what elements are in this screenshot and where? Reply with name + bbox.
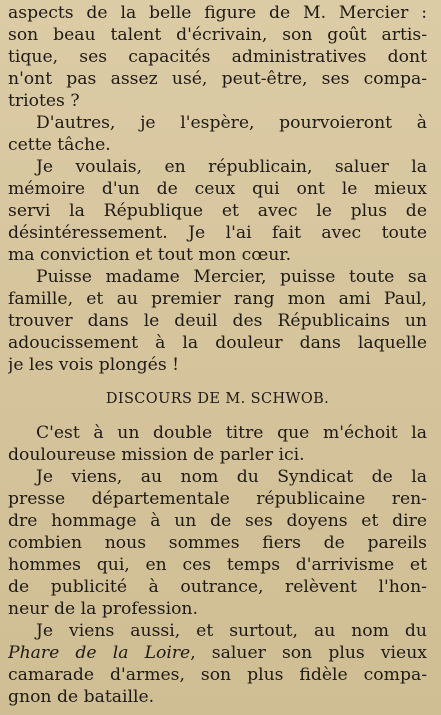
- paragraph-6: [8, 466, 427, 620]
- newspaper-name: Phare de la Loire: [8, 643, 191, 663]
- text-line: de publicité à outrance, relèvent l'hon-: [8, 577, 427, 597]
- spacer: [8, 376, 427, 388]
- paragraph-3: [8, 156, 427, 266]
- text-line: cette tâche.: [8, 135, 111, 155]
- text-line: neur de la profession.: [8, 599, 198, 619]
- spacer: [8, 410, 427, 422]
- text-line: ma conviction et tout mon cœur.: [8, 245, 292, 265]
- paragraph-4: [8, 266, 427, 376]
- text-line: dre hommage à un de ses doyens et dire: [8, 511, 427, 531]
- text-line: adoucissement à la douleur dans laquelle: [8, 333, 427, 353]
- text-line: D'autres, je l'espère, pourvoieront à: [36, 113, 427, 133]
- text-line: servi la République et avec le plus de: [8, 201, 427, 221]
- text-line: gnon de bataille.: [8, 687, 155, 707]
- text-line: C'est à un double titre que m'échoit la: [36, 423, 427, 443]
- text-line: désintéressement. Je l'ai fait avec toute: [8, 223, 427, 243]
- text-line: je les vois plongés !: [8, 355, 180, 375]
- text-line: Je viens, au nom du Syndicat de la: [36, 467, 427, 487]
- text-span: , saluer son plus vieux: [190, 643, 427, 663]
- paragraph-5: [8, 422, 427, 466]
- text-line: mémoire d'un de ceux qui ont le mieux: [8, 179, 427, 199]
- text-line: trouver dans le deuil des Républicains un: [8, 311, 427, 331]
- text-line: famille, et au premier rang mon ami Paul,: [8, 289, 427, 309]
- paragraph-2: [8, 112, 427, 156]
- text-line: n'ont pas assez usé, peut-être, ses compa-: [8, 69, 427, 89]
- text-line: presse départementale républicaine ren-: [8, 489, 427, 509]
- text-line: aspects de la belle figure de M. Mercier :: [8, 3, 427, 23]
- text-line: Je voulais, en républicain, saluer la: [36, 157, 427, 177]
- section-heading: DISCOURS DE M. SCHWOB.: [105, 391, 330, 407]
- text-line: hommes qui, en ces temps d'arrivisme et: [8, 555, 427, 575]
- text-line: triotes ?: [8, 91, 80, 111]
- text-line: Puisse madame Mercier, puisse toute sa: [36, 267, 427, 287]
- text-line: Je viens aussi, et surtout, au nom du: [36, 621, 427, 641]
- text-line: douloureuse mission de parler ici.: [8, 445, 305, 465]
- text-line: son beau talent d'écrivain, son goût artis-: [8, 25, 427, 45]
- text-line: camarade d'armes, son plus fidèle compa-: [8, 665, 427, 685]
- text-line: [8, 642, 427, 664]
- paragraph-7: [8, 620, 427, 708]
- paragraph-1: [8, 2, 427, 112]
- text-line: tique, ses capacités administratives dont: [8, 47, 427, 67]
- text-line: combien nous sommes fiers de pareils: [8, 533, 427, 553]
